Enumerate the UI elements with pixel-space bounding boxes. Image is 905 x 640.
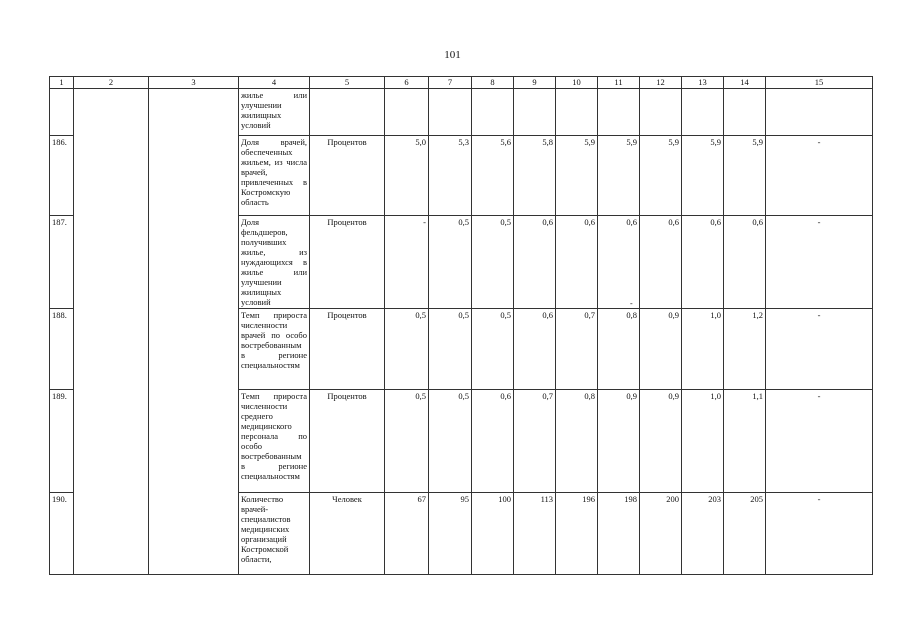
value-cell: 1,0: [682, 390, 724, 493]
col-header-3: 3: [149, 77, 239, 89]
col-header-8: 8: [472, 77, 514, 89]
value-cell: 200: [640, 493, 682, 575]
value-cell: [724, 89, 766, 136]
row-number: 190.: [50, 493, 74, 575]
value-cell: [682, 89, 724, 136]
value-cell: 0,6: [640, 216, 682, 309]
note-cell: -: [766, 390, 873, 493]
value-cell: [472, 89, 514, 136]
value-cell: 0,5: [385, 309, 429, 390]
note-cell: -: [766, 309, 873, 390]
col-header-11: 11: [598, 77, 640, 89]
value-cell: 5,9: [556, 136, 598, 216]
value-cell: 0,6: [598, 216, 640, 309]
value-cell: 0,6: [556, 216, 598, 309]
value-cell: 0,5: [429, 216, 472, 309]
page-number: 101: [444, 49, 461, 61]
value-cell: 0,9: [640, 309, 682, 390]
col-header-5: 5: [310, 77, 385, 89]
table-row-continuation: [50, 89, 873, 136]
value-cell: [556, 89, 598, 136]
col-header-13: 13: [682, 77, 724, 89]
value-cell: 0,5: [472, 216, 514, 309]
value-cell: 0,5: [385, 390, 429, 493]
value-cell: 0,5: [429, 309, 472, 390]
value-cell: 0,8: [556, 390, 598, 493]
merged-col-2: [74, 89, 149, 575]
num-cell: [50, 89, 74, 136]
value-cell: 5,0: [385, 136, 429, 216]
value-cell: 0,9: [598, 390, 640, 493]
value-cell: -: [385, 216, 429, 309]
value-cell: 5,9: [682, 136, 724, 216]
col-header-9: 9: [514, 77, 556, 89]
col-header-2: 2: [74, 77, 149, 89]
value-cell: 5,9: [640, 136, 682, 216]
indicator-cell: жилье или улучшении жилищных условий: [239, 89, 310, 136]
value-cell: 5,3: [429, 136, 472, 216]
note-cell: -: [766, 136, 873, 216]
unit-cell: Процентов: [310, 309, 385, 390]
value-cell: [640, 89, 682, 136]
col-header-4: 4: [239, 77, 310, 89]
note-cell: [766, 89, 873, 136]
value-cell: 5,6: [472, 136, 514, 216]
merged-col-3: [149, 89, 239, 575]
value-cell: 1,0: [682, 309, 724, 390]
value-cell: 95: [429, 493, 472, 575]
unit-cell: Человек: [310, 493, 385, 575]
indicator-cell: Темп прироста численности врачей по особо востребованным в регионе специальностям: [239, 309, 310, 390]
value-cell: [514, 89, 556, 136]
indicator-cell: Доля фельдшеров, получивших жилье, из нуждающихся в жилье или улучшении жилищных условий: [239, 216, 310, 309]
value-cell: 0,5: [472, 309, 514, 390]
value-cell: 198: [598, 493, 640, 575]
indicator-cell: Темп прироста численности среднего медицинского персонала по особо востребованным в регионе специальностям: [239, 390, 310, 493]
indicator-cell: Доля врачей, обеспеченных жильем, из числа врачей, привлеченных в Костромскую область: [239, 136, 310, 216]
value-cell: 0,5: [429, 390, 472, 493]
col-header-6: 6: [385, 77, 429, 89]
value-cell: 1,1: [724, 390, 766, 493]
value-cell: 5,9: [598, 136, 640, 216]
col-header-7: 7: [429, 77, 472, 89]
value-cell: 196: [556, 493, 598, 575]
value-cell: 0,8: [598, 309, 640, 390]
col-header-14: 14: [724, 77, 766, 89]
indicator-cell: Количество врачей-специалистов медицинских организаций Костромской области,: [239, 493, 310, 575]
unit-cell: Процентов: [310, 390, 385, 493]
value-cell: 0,6: [472, 390, 514, 493]
col-header-1: 1: [50, 77, 74, 89]
note-cell: -: [766, 216, 873, 309]
value-cell: 0,9: [640, 390, 682, 493]
value-cell: 113: [514, 493, 556, 575]
value-cell: 67: [385, 493, 429, 575]
value-cell: 203: [682, 493, 724, 575]
row-number: 189.: [50, 390, 74, 493]
unit-cell: [310, 89, 385, 136]
col-header-15: 15: [766, 77, 873, 89]
value-cell: [429, 89, 472, 136]
value-cell: 0,6: [682, 216, 724, 309]
value-cell: 5,8: [514, 136, 556, 216]
value-cell: 0,6: [514, 216, 556, 309]
value-cell: 5,9: [724, 136, 766, 216]
indicators-table: [49, 76, 873, 575]
stray-dash-mark: -: [630, 299, 633, 308]
column-number-row: [50, 77, 873, 89]
value-cell: 1,2: [724, 309, 766, 390]
row-number: 187.: [50, 216, 74, 309]
value-cell: 0,6: [514, 309, 556, 390]
value-cell: 0,6: [724, 216, 766, 309]
value-cell: 0,7: [556, 309, 598, 390]
value-cell: 100: [472, 493, 514, 575]
value-cell: 0,7: [514, 390, 556, 493]
col-header-12: 12: [640, 77, 682, 89]
unit-cell: Процентов: [310, 216, 385, 309]
col-header-10: 10: [556, 77, 598, 89]
value-cell: 205: [724, 493, 766, 575]
value-cell: [385, 89, 429, 136]
row-number: 186.: [50, 136, 74, 216]
row-number: 188.: [50, 309, 74, 390]
note-cell: -: [766, 493, 873, 575]
value-cell: [598, 89, 640, 136]
unit-cell: Процентов: [310, 136, 385, 216]
